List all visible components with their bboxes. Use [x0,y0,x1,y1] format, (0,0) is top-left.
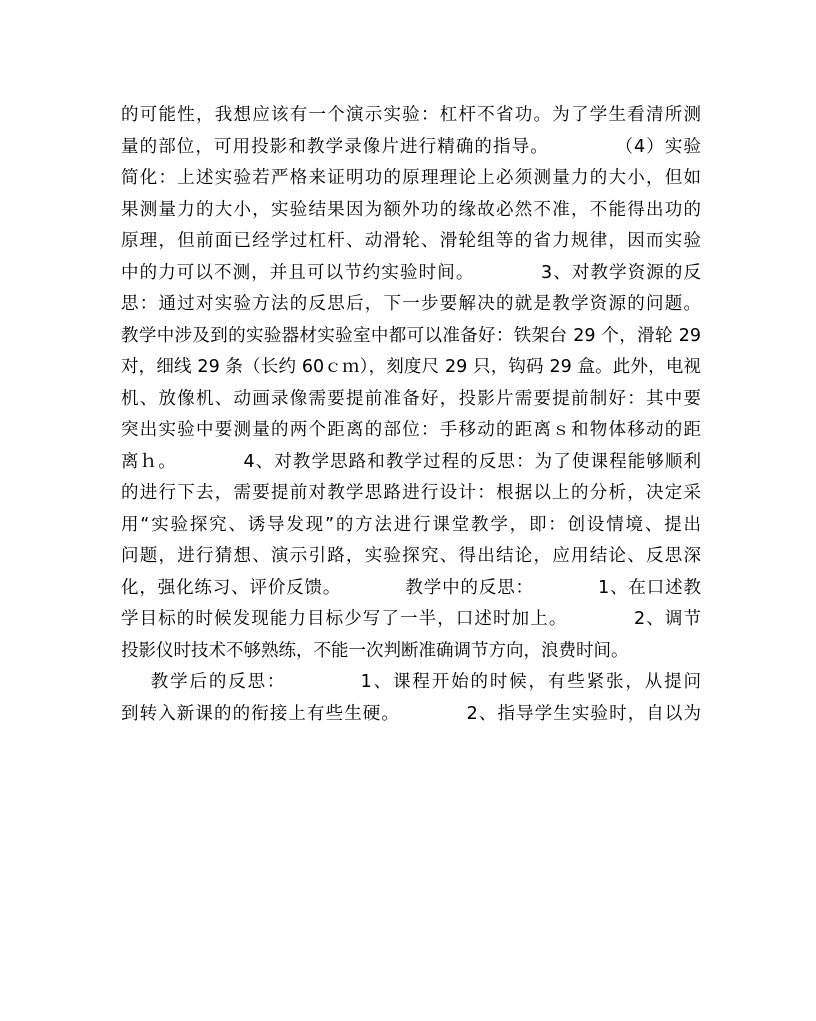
text-line: 用“实验探究、诱导发现”的方法进行课堂教学，即：创设情境、提出 [121,514,701,535]
text-line: 思：通过对实验方法的反思后，下一步要解决的就是教学资源的问题。 [121,294,701,314]
text-line: 离ｈ。 4、对教学思路和教学过程的反思：为了使课程能够顺利 [121,451,701,472]
text-line: 机、放像机、动画录像需要提前准备好，投影片需要提前制好：其中要 [121,388,701,409]
text-line: 化，强化练习、评价反馈。 教学中的反思： 1、在口述教 [121,577,701,598]
text-line: 到转入新课的的衔接上有些生硬。 2、指导学生实验时，自以为 [121,703,701,724]
text-line: 的可能性，我想应该有一个演示实验：杠杆不省功。为了学生看清所测 [121,105,701,125]
text-line: 的进行下去，需要提前对教学思路进行设计：根据以上的分析，决定采 [121,483,701,503]
text-line: 问题，进行猜想、演示引路，实验探究、得出结论，应用结论、反思深 [121,546,701,566]
text-line: 投影仪时技术不够熟练，不能一次判断准确调节方向，浪费时间。 [121,640,629,661]
text-line: 突出实验中要测量的两个距离的部位：手移动的距离ｓ和物体移动的距 [121,420,701,440]
body-text [121,100,701,730]
text-line: 学目标的时候发现能力目标少写了一半，口述时加上。 2、调节 [121,609,701,629]
text-line: 原理，但前面已经学过杠杆、动滑轮、滑轮组等的省力规律，因而实验 [121,231,701,251]
text-line: 果测量力的大小，实验结果因为额外功的缘故必然不准，不能得出功的 [121,199,701,220]
text-line: 量的部位，可用投影和教学录像片进行精确的指导。 （4）实验 [121,136,701,157]
text-line: 简化：上述实验若严格来证明功的原理理论上必须测量力的大小，但如 [121,168,701,188]
text-line: 对，细线 29 条（长约 60ｃｍ），刻度尺 29 只，钩码 29 盒。此外，电视 [121,357,701,377]
text-line: 教学后的反思： 1、课程开始的时候，有些紧张，从提问 [121,672,701,692]
text-line: 教学中涉及到的实验器材实验室中都可以准备好：铁架台 29 个，滑轮 29 [121,325,701,346]
text-line: 中的力可以不测，并且可以节约实验时间。 3、对教学资源的反 [121,262,701,283]
